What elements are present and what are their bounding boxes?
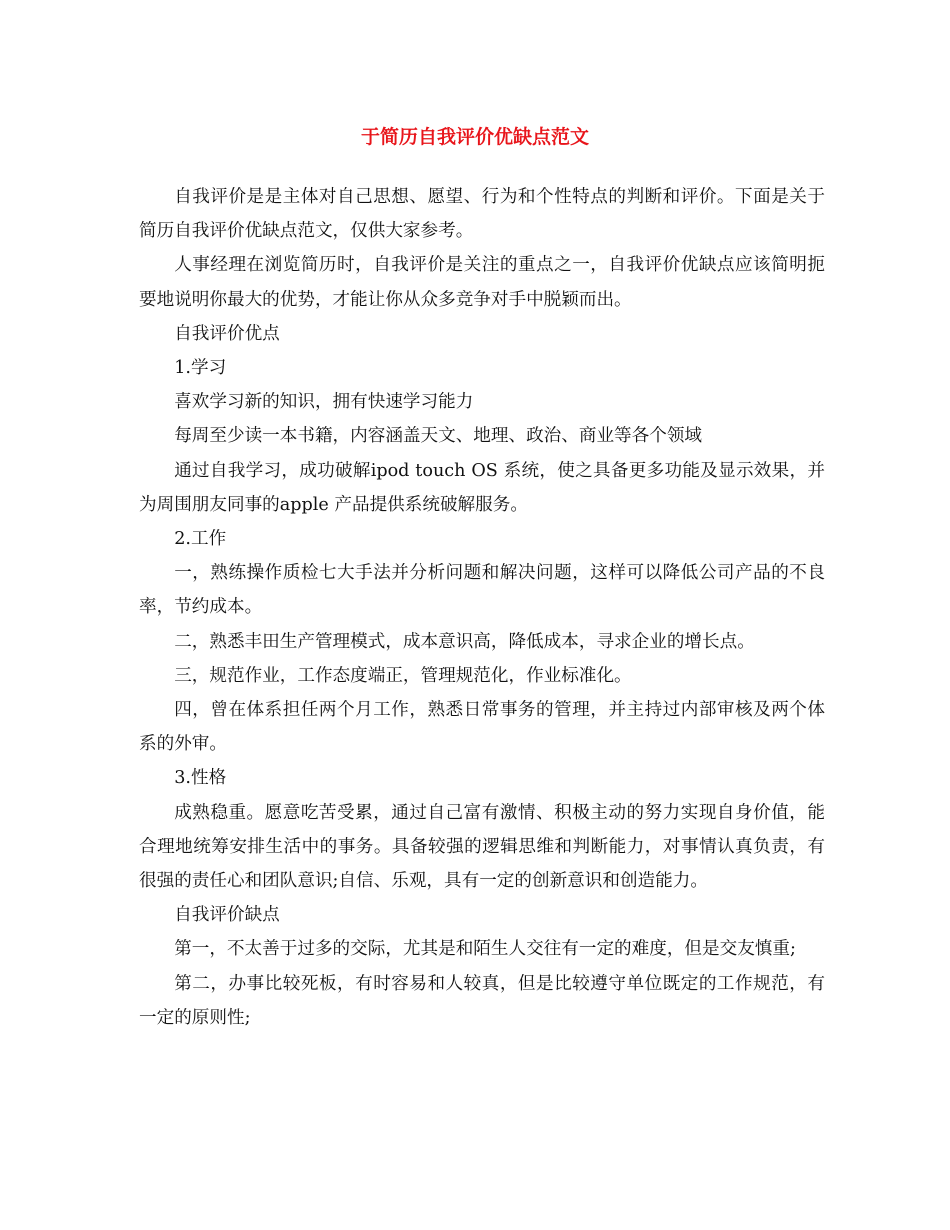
paragraph-work-4: 四，曾在体系担任两个月工作，熟悉日常事务的管理，并主持过内部审核及两个体系的外审。 [139,700,825,755]
section-heading-strengths: 自我评价优点 [174,323,280,344]
subheading-learning: 1.学习 [174,358,227,379]
paragraph-learning-3: 通过自我学习，成功破解ipod touch OS 系统，使之具备更多功能及显示效果，并为周围朋友同事的apple 产品提供系统破解服务。 [139,460,825,515]
paragraph-learning-1: 喜欢学习新的知识，拥有快速学习能力 [174,392,474,413]
paragraph-weakness-2: 第二，办事比较死板，有时容易和人较真，但是比较遵守单位既定的工作规范，有一定的原则性; [139,973,825,1028]
subheading-personality: 3.性格 [174,768,227,789]
paragraph-work-1: 一，熟练操作质检七大手法并分析问题和解决问题，这样可以降低公司产品的不良率，节约成本。 [139,563,825,618]
paragraph-intro: 自我评价是是主体对自己思想、愿望、行为和个性特点的判断和评价。下面是关于简历自我评价优缺点范文，仅供大家参考。 [139,187,825,242]
paragraph-weakness-1: 第一，不太善于过多的交际，尤其是和陌生人交往有一定的难度，但是交友慎重; [174,939,796,960]
document-title: 于简历自我评价优缺点范文 [360,126,589,148]
subheading-work: 2.工作 [174,529,227,550]
paragraph-work-2: 二，熟悉丰田生产管理模式，成本意识高，降低成本，寻求企业的增长点。 [174,631,755,652]
paragraph-hr-manager: 人事经理在浏览简历时，自我评价是关注的重点之一，自我评价优缺点应该简明扼要地说明你最大的优势，才能让你从众多竞争对手中脱颖而出。 [139,255,825,310]
paragraph-learning-2: 每周至少读一本书籍，内容涵盖天文、地理、政治、商业等各个领域 [174,426,703,447]
paragraph-work-3: 三，规范作业，工作态度端正，管理规范化，作业标准化。 [174,665,632,686]
paragraph-personality: 成熟稳重。愿意吃苦受累，通过自己富有激情、积极主动的努力实现自身价值，能合理地统筹安排生活中的事务。具备较强的逻辑思维和判断能力，对事情认真负责，有很强的责任心和团队意识;自信、乐观，具有一定的创新意识和创造能力。 [139,802,825,892]
document-body [139,180,825,1035]
section-heading-weaknesses: 自我评价缺点 [174,905,280,926]
